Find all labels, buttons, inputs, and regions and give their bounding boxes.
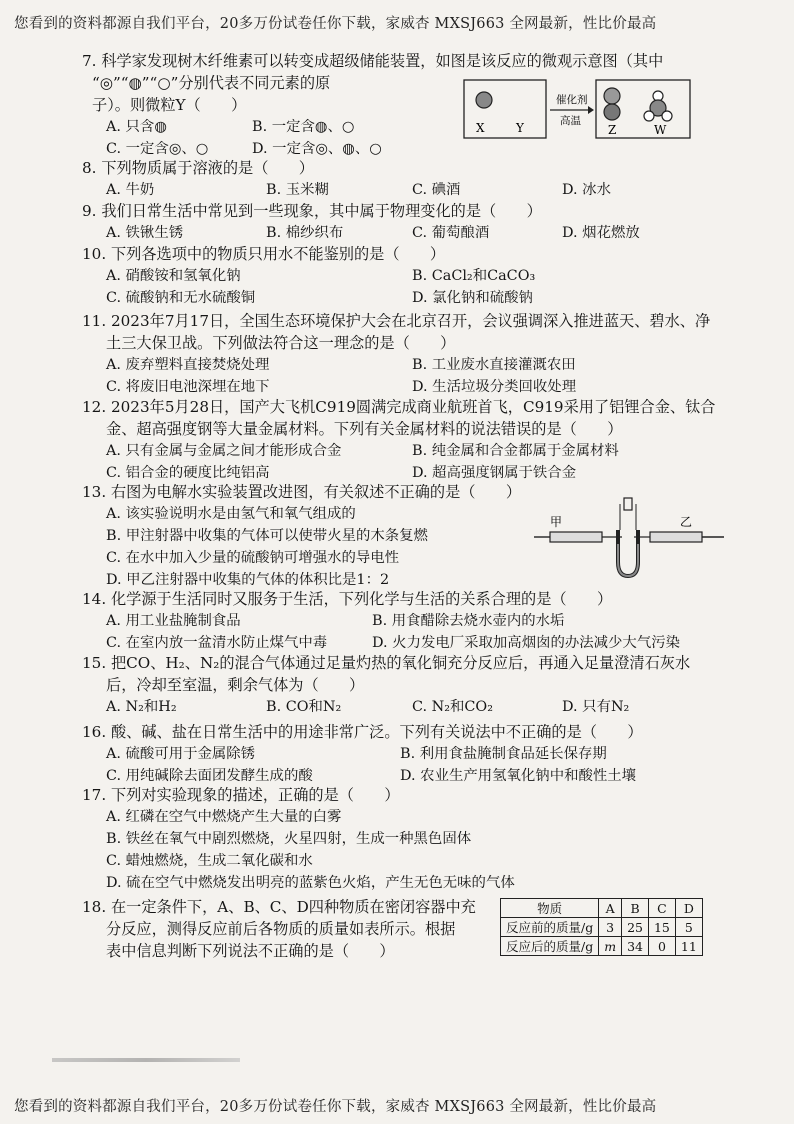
q12-option-b[interactable]: B. 纯金属和合金都属于金属材料 — [412, 443, 619, 459]
table-header-row — [501, 899, 703, 918]
label-x: X — [476, 121, 485, 135]
q10-option-d[interactable]: D. 氯化钠和硫酸钠 — [412, 290, 533, 306]
q14-option-b[interactable]: B. 用食醋除去烧水壶内的水垢 — [372, 613, 565, 629]
reaction-diagram — [462, 78, 692, 144]
q9-option-b[interactable]: B. 棉纱织布 — [266, 225, 344, 241]
q13-option-b[interactable]: B. 甲注射器中收集的气体可以使带火星的木条复燃 — [106, 528, 428, 544]
q12-option-c[interactable]: C. 铝合金的硬度比纯铝高 — [106, 465, 270, 481]
q16-options-row1 — [82, 743, 643, 765]
question-8 — [82, 157, 611, 201]
q8-option-d[interactable]: D. 冰水 — [562, 182, 611, 198]
q10-stem: 10. 下列各选项中的物质只用水不能鉴别的是（ ） — [82, 245, 446, 263]
q7-option-c[interactable]: C. 一定含◎、○ — [106, 141, 209, 157]
table-row — [501, 937, 703, 956]
q8-option-c[interactable]: C. 碘酒 — [412, 182, 461, 198]
q14-options-row2 — [82, 632, 680, 654]
q11-option-a[interactable]: A. 废弃塑料直接焚烧处理 — [106, 357, 270, 373]
question-9 — [82, 200, 640, 244]
q12-stem-2: 金、超高强度钢等大量金属材料。下列有关金属材料的说法错误的是（ ） — [106, 420, 623, 438]
label-y: Y — [516, 121, 524, 135]
q11-option-b[interactable]: B. 工业废水直接灌溉农田 — [412, 357, 576, 373]
q9-option-a[interactable]: A. 铁锹生锈 — [106, 225, 184, 241]
q17-option-a[interactable]: A. 红磷在空气中燃烧产生大量的白雾 — [106, 809, 342, 825]
q15-option-d[interactable]: D. 只有N₂ — [562, 699, 630, 715]
q14-option-c[interactable]: C. 在室内放一盆清水防止煤气中毒 — [106, 635, 328, 651]
q14-options-row1 — [82, 610, 612, 632]
q16-option-a[interactable]: A. 硫酸可用于金属除锈 — [106, 746, 256, 762]
label-z: Z — [608, 123, 617, 137]
q11-stem-2: 土三大保卫战。下列做法符合这一理念的是（ ） — [106, 334, 456, 352]
q16-option-c[interactable]: C. 用纯碱除去面团发酵生成的酸 — [106, 768, 313, 784]
q14-stem: 14. 化学源于生活同时又服务于生活，下列化学与生活的关系合理的是（ ） — [82, 590, 613, 608]
q13-stem: 13. 右图为电解水实验装置改进图，有关叙述不正确的是（ ） — [82, 483, 522, 501]
q15-stem-1: 15. 把CO、H₂、N₂的混合气体通过足量灼热的氧化铜充分反应后，再通入足量澄清石灰水 — [82, 654, 691, 672]
header-banner: 您看到的资料都源自我们平台，20多万份试卷任你下载，家威杏 MXSJ663 全网最新，性比价最高 — [14, 16, 657, 32]
q13-option-d[interactable]: D. 甲乙注射器中收集的气体的体积比是1：2 — [106, 572, 390, 588]
q11-stem-1: 11. 2023年7月17日，全国生态环境保护大会在北京召开，会议强调深入推进蓝天、碧水、净 — [82, 312, 711, 330]
q11-option-d[interactable]: D. 生活垃圾分类回收处理 — [412, 379, 577, 395]
q9-options — [82, 222, 640, 244]
table-cell: m — [599, 937, 622, 956]
footer-banner: 您看到的资料都源自我们平台，20多万份试卷任你下载，家威杏 MXSJ663 全网最新，性比价最高 — [14, 1099, 657, 1115]
table-cell: 3 — [599, 918, 622, 937]
z-atom-top-icon — [604, 88, 620, 104]
table-cell: 5 — [675, 918, 702, 937]
battery-icon — [624, 498, 632, 510]
syringe-right-label: 乙 — [680, 515, 693, 529]
q17-option-b[interactable]: B. 铁丝在氧气中剧烈燃烧，火星四射，生成一种黑色固体 — [106, 831, 472, 847]
right-syringe — [650, 532, 702, 542]
table-cell: 15 — [648, 918, 675, 937]
label-w: W — [654, 123, 667, 137]
x-particle-icon — [476, 92, 492, 108]
q16-stem: 16. 酸、碱、盐在日常生活中的用途非常广泛。下列有关说法中不正确的是（ ） — [82, 723, 643, 741]
q10-options-row2 — [82, 287, 533, 309]
question-12 — [82, 396, 715, 484]
q15-option-a[interactable]: A. N₂和H₂ — [106, 699, 177, 715]
q7-option-d[interactable]: D. 一定含◎、◍、○ — [252, 141, 382, 157]
table-cell: 11 — [675, 937, 702, 956]
table-row — [501, 918, 703, 937]
q8-options — [82, 179, 611, 201]
syringe-left-label: 甲 — [550, 515, 563, 529]
q15-stem-2: 后，冷却至室温，剩余气体为（ ） — [106, 676, 365, 694]
q17-option-b-row — [82, 828, 472, 850]
q17-option-d-row — [82, 872, 515, 894]
question-11 — [82, 310, 710, 398]
catalyst-label: 催化剂 — [556, 94, 588, 106]
table-cell: 反应前的质量/g — [501, 918, 599, 937]
table-cell: 0 — [648, 937, 675, 956]
q18-stem-1: 18. 在一定条件下，A、B、C、D四种物质在密闭容器中充 — [82, 898, 476, 916]
table-cell: 反应后的质量/g — [501, 937, 599, 956]
q7-stem-1: 7. 科学家发现树木纤维素可以转变成超级储能装置，如图是该反应的微观示意图（其中 — [82, 52, 664, 70]
q12-option-d[interactable]: D. 超高强度钢属于铁合金 — [412, 465, 577, 481]
mass-table — [500, 898, 703, 956]
question-13 — [82, 481, 521, 591]
table-header-cell: 物质 — [501, 899, 599, 918]
q13-option-b-row — [82, 525, 521, 547]
q7-option-b[interactable]: B. 一定含◍、○ — [252, 119, 355, 135]
q15-options — [82, 696, 690, 718]
q16-option-d[interactable]: D. 农业生产用氢氧化钠中和酸性土壤 — [400, 768, 637, 784]
q14-option-d[interactable]: D. 火力发电厂采取加高烟囱的办法减少大气污染 — [372, 635, 680, 651]
table-header-cell: A — [599, 899, 622, 918]
q10-option-a[interactable]: A. 硝酸铵和氢氧化钠 — [106, 268, 241, 284]
q8-stem: 8. 下列物质属于溶液的是（ ） — [82, 159, 314, 177]
table-cell: 34 — [622, 937, 649, 956]
q8-option-a[interactable]: A. 牛奶 — [106, 182, 155, 198]
q11-options-row2 — [82, 376, 710, 398]
scan-artifact — [52, 1058, 240, 1062]
q12-option-a[interactable]: A. 只有金属与金属之间才能形成合金 — [106, 443, 342, 459]
q11-option-c[interactable]: C. 将废旧电池深埋在地下 — [106, 379, 270, 395]
q15-option-c[interactable]: C. N₂和CO₂ — [412, 699, 493, 715]
q12-stem-1: 12. 2023年5月28日，国产大飞机C919圆满完成商业航班首飞，C919采用了铝锂合金、钛合 — [82, 398, 716, 416]
q11-options-row1 — [82, 354, 710, 376]
w-atom-right-icon — [662, 111, 672, 121]
q15-option-b[interactable]: B. CO和N₂ — [266, 699, 342, 715]
left-syringe — [550, 532, 602, 542]
q18-stem-2: 分反应，测得反应前后各物质的质量如表所示。根据 — [106, 920, 456, 938]
condition-label: 高温 — [560, 115, 581, 127]
q7-stem-3: 子）。则微粒Y（ ） — [92, 96, 247, 114]
q17-option-a-row — [82, 806, 400, 828]
q7-option-a[interactable]: A. 只含◍ — [106, 119, 167, 135]
w-atom-left-icon — [644, 111, 654, 121]
q17-option-c[interactable]: C. 蜡烛燃烧，生成二氧化碳和水 — [106, 853, 313, 869]
question-18 — [82, 896, 476, 962]
q13-option-a[interactable]: A. 该实验说明水是由氢气和氧气组成的 — [106, 506, 356, 522]
q10-options-row1 — [82, 265, 536, 287]
q8-option-b[interactable]: B. 玉米糊 — [266, 182, 329, 198]
q13-option-c[interactable]: C. 在水中加入少量的硫酸钠可增强水的导电性 — [106, 550, 400, 566]
q10-option-b[interactable]: B. CaCl₂和CaCO₃ — [412, 268, 536, 284]
question-15 — [82, 652, 690, 718]
electrolysis-diagram — [530, 492, 730, 580]
q17-option-c-row — [82, 850, 400, 872]
question-16 — [82, 721, 643, 787]
q17-option-d[interactable]: D. 硫在空气中燃烧发出明亮的蓝紫色火焰，产生无色无味的气体 — [106, 875, 515, 891]
table-cell: 25 — [622, 918, 649, 937]
table-header-cell: B — [622, 899, 649, 918]
q13-option-a-row — [82, 503, 521, 525]
q7-stem-2: “◎”“◍”“○”分别代表不同元素的原 — [92, 74, 331, 92]
arrow-head-icon — [588, 106, 594, 114]
q13-option-c-row — [82, 547, 521, 569]
question-14 — [82, 588, 680, 654]
q14-option-a[interactable]: A. 用工业盐腌制食品 — [106, 613, 241, 629]
q9-option-c[interactable]: C. 葡萄酿酒 — [412, 225, 490, 241]
table-header-cell: C — [648, 899, 675, 918]
question-17 — [82, 784, 515, 894]
table-header-cell: D — [675, 899, 702, 918]
q17-stem: 17. 下列对实验现象的描述，正确的是（ ） — [82, 786, 400, 804]
q10-option-c[interactable]: C. 硫酸钠和无水硫酸铜 — [106, 290, 256, 306]
q9-option-d[interactable]: D. 烟花燃放 — [562, 225, 640, 241]
q9-stem: 9. 我们日常生活中常见到一些现象，其中属于物理变化的是（ ） — [82, 202, 542, 220]
q16-option-b[interactable]: B. 利用食盐腌制食品延长保存期 — [400, 746, 607, 762]
z-atom-bottom-icon — [604, 104, 620, 120]
question-10 — [82, 243, 536, 309]
q12-options-row1 — [82, 440, 715, 462]
q18-stem-3: 表中信息判断下列说法不正确的是（ ） — [106, 942, 395, 960]
